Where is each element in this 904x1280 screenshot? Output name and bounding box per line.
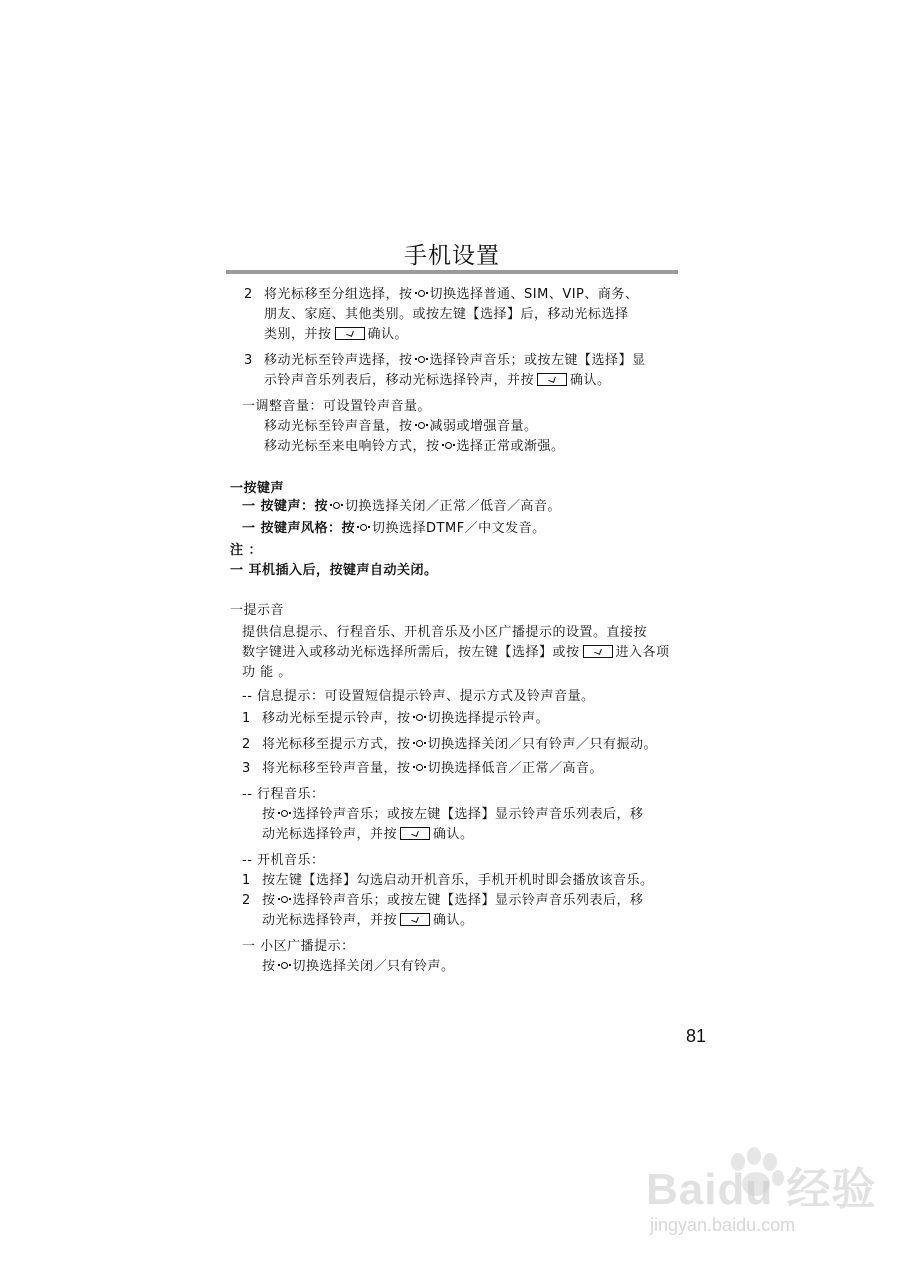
boot-music-item2-line2: 动光标选择铃声，并按 确认。 [262,913,474,928]
trip-music-heading: -- 行程音乐： [242,787,325,802]
dpad-icon [413,761,426,774]
dpad-icon [357,521,370,534]
dpad-icon [413,737,426,750]
group-item2-line2: 朋友、家庭、其他类别。或按左键【选择】后，移动光标选择 [264,307,629,322]
trip-music-line1: 按 选择铃声音乐；或按左键【选择】显示铃声音乐列表后，移 [262,807,644,822]
dpad-icon [278,807,291,820]
boot-music-item2: 按 选择铃声音乐；或按左键【选择】显示铃声音乐列表后，移 [262,893,644,908]
trip-music-line2: 动光标选择铃声，并按 确认。 [262,827,474,842]
note-label: 注 ： [230,543,263,558]
volume-line1: 移动光标至铃声音量，按 减弱或增强音量。 [264,419,538,434]
title-divider [226,270,678,274]
item-number: 3 [244,353,253,368]
dpad-icon [442,439,455,452]
message-alert-item2: 将光标移至提示方式，按 切换选择关闭／只有铃声／只有振动。 [262,737,658,752]
dpad-icon [330,499,343,512]
boot-music-item1: 按左键【选择】勾选启动开机音乐，手机开机时即会播放该音乐。 [262,873,654,888]
page-number: 81 [686,1026,707,1046]
dpad-icon [415,353,428,366]
page-title: 手机设置 [404,243,500,269]
ok-key-icon [537,373,567,386]
item-number: 2 [242,737,251,752]
item-number: 1 [242,873,251,888]
item-number: 3 [242,761,251,776]
message-alert-item1: 移动光标至提示铃声，按 切换选择提示铃声。 [262,711,550,726]
watermark-brand: Baidu 经验 [646,1165,877,1214]
message-alert-item3: 将光标移至铃声音量，按 切换选择低音／正常／高音。 [262,761,604,776]
watermark-url: jingyan.baidu.com [650,1215,796,1235]
cell-broadcast-line1: 按 切换选择关闭／只有铃声。 [262,959,455,974]
group-item3-line1: 移动光标至铃声选择，按 选择铃声音乐；或按左键【选择】显 [264,353,646,368]
keytone-heading: 一按键声 [230,481,285,496]
alert-intro-line1: 提供信息提示、行程音乐、开机音乐及小区广播提示的设置。直接按 [242,625,648,640]
group-item2-line3: 类别，并按 确认。 [264,327,409,342]
keytone-item2: 一 按键声风格：按 切换选择DTMF／中文发音。 [242,521,546,536]
item-number: 2 [244,287,253,302]
dpad-icon [278,959,291,972]
message-alert-heading: -- 信息提示：可设置短信提示铃声、提示方式及铃声音量。 [242,689,595,704]
item-number: 1 [242,711,251,726]
keytone-item1: 一 按键声：按 切换选择关闭／正常／低音／高音。 [242,499,562,514]
ok-key-icon [583,645,613,658]
item-number: 2 [242,893,251,908]
alert-intro-line2: 数字键进入或移动光标选择所需后，按左键【选择】或按 进入各项 [242,645,670,660]
ok-key-icon [335,327,365,340]
volume-line2: 移动光标至来电响铃方式，按 选择正常或渐强。 [264,439,565,454]
dpad-icon [278,893,291,906]
ok-key-icon [400,913,430,926]
alert-intro-line3: 功 能 。 [242,665,292,680]
ok-key-icon [400,827,430,840]
cell-broadcast-heading: 一 小区广播提示： [242,939,355,954]
volume-heading: 一调整音量：可设置铃声音量。 [242,399,432,414]
boot-music-heading: -- 开机音乐： [242,853,325,868]
alert-heading: 一提示音 [230,603,285,618]
dpad-icon [415,287,428,300]
note-text: 一 耳机插入后，按键声自动关闭。 [230,563,438,578]
group-item3-line2: 示铃声音乐列表后，移动光标选择铃声，并按 确认。 [264,373,611,388]
dpad-icon [415,419,428,432]
dpad-icon [413,711,426,724]
group-item2-line1: 将光标移至分组选择，按 切换选择普通、SIM、VIP、商务、 [264,287,639,302]
